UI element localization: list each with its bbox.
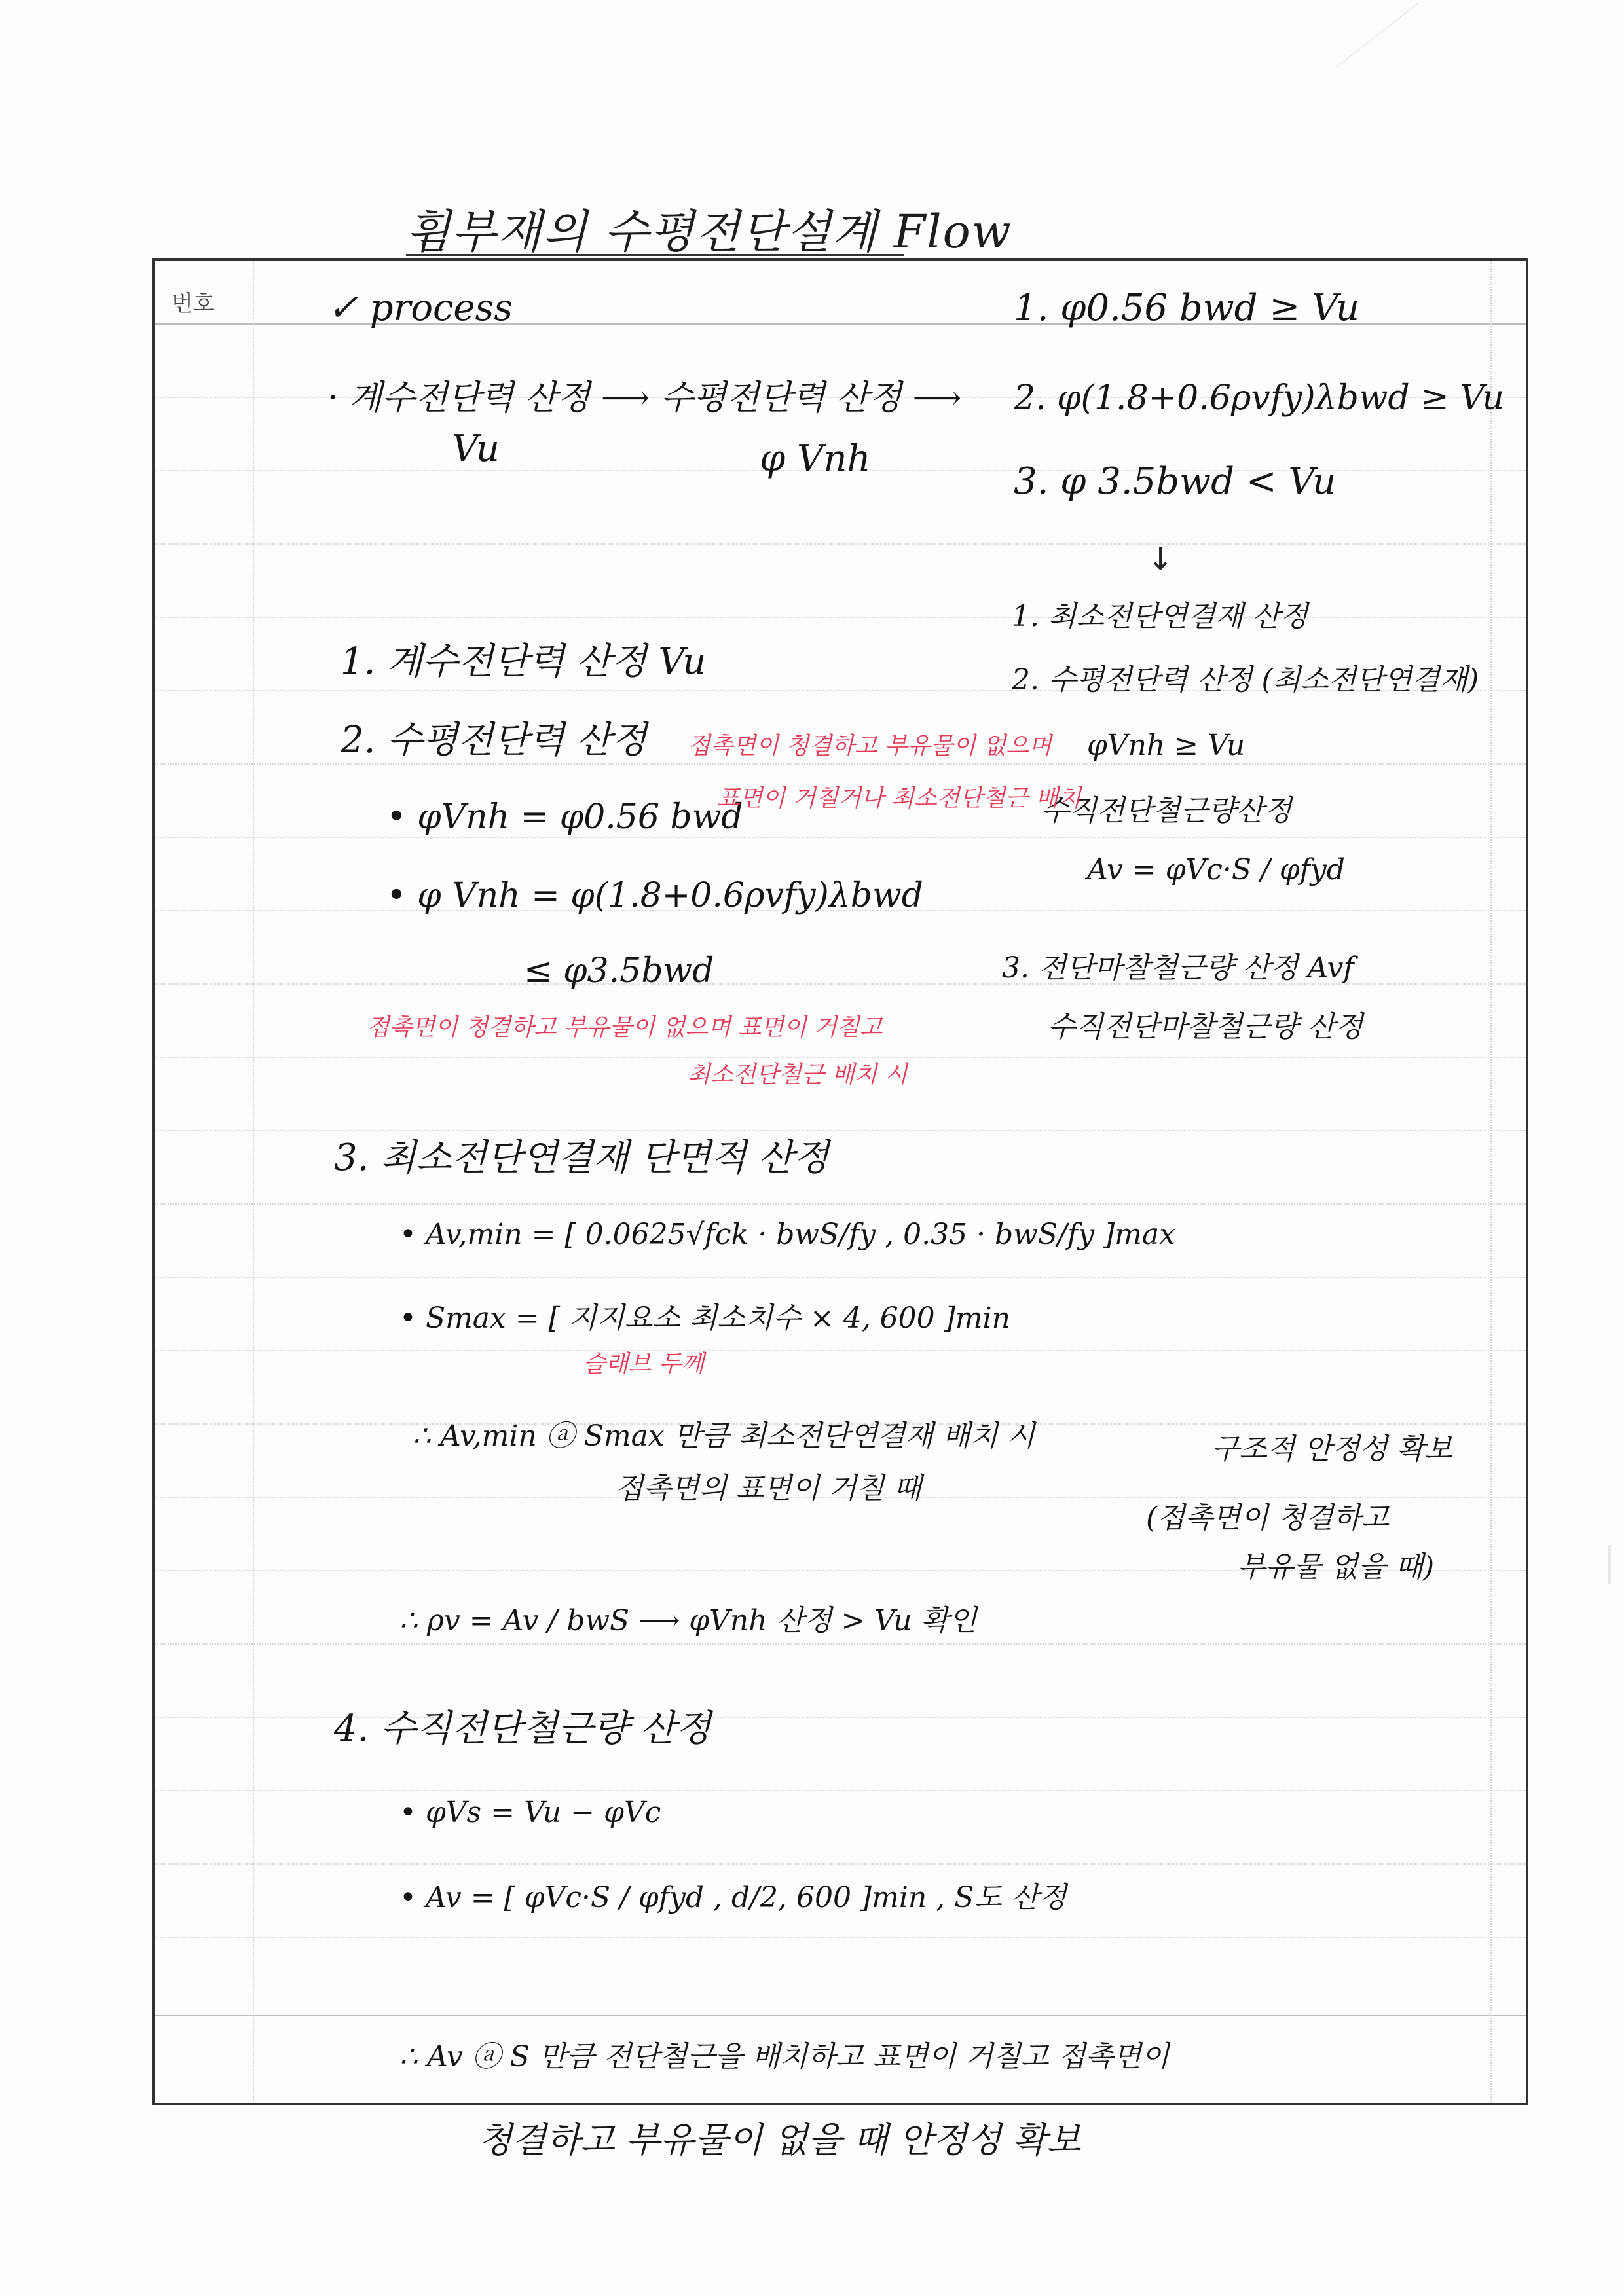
right-step-3: 3. 전단마찰철근량 산정 Avf (1002, 951, 1354, 985)
right-step-1: 1. 최소전단연결재 산정 (1012, 600, 1308, 633)
step-2-c: ≤ φ3.5bwd (524, 951, 714, 991)
scan-edge-mark (1608, 1545, 1611, 1584)
step-3-debris-note: 부유물 없을 때) (1238, 1550, 1435, 1584)
step-2-b: • φ Vnh = φ(1.8+0.6ρvfy)λbwd (386, 876, 923, 915)
final-conclusion: ∴ Av ⓐ S 만큼 전단철근을 배치하고 표면이 거칠고 접촉면이 (399, 2040, 1170, 2073)
right-phivnh: φVnh ≥ Vu (1087, 729, 1246, 762)
ruled-line (155, 837, 1526, 838)
right-av-equation: Av = φVc·S / φfyd (1087, 853, 1345, 886)
ruled-line (155, 543, 1526, 545)
note-3: 접촉면이 청결하고 부유물이 없으며 표면이 거칠고 (367, 1014, 883, 1041)
step-3-clean-note: (접촉면이 청결하고 (1146, 1501, 1390, 1535)
right-step-3b: 수직전단마찰철근량 산정 (1048, 1010, 1363, 1044)
step-3-smax: • Smax = [ 지지요소 최소치수 × 4, 600 ]min (399, 1302, 1010, 1335)
ruled-line (155, 1203, 1526, 1205)
step-3-av-min: • Av,min = [ 0.0625√fck · bwS/fy , 0.35 · bwS/fy ]max (399, 1218, 1175, 1251)
process-heading: ✓ process (327, 287, 513, 329)
note-sheet (152, 258, 1528, 2105)
condition-3: 3. φ 3.5bwd < Vu (1014, 460, 1337, 503)
flow-phivnh: φ Vnh (760, 437, 871, 480)
step-3-conclusion: ∴ Av,min ⓐ Smax 만큼 최소전단연결재 배치 시 (413, 1419, 1035, 1453)
ruled-line (155, 617, 1526, 618)
step-3: 3. 최소전단연결재 단면적 산정 (334, 1137, 829, 1179)
right-margin-line (1490, 261, 1492, 2103)
number-column-divider (253, 261, 254, 2103)
final-conclusion-continued: 청결하고 부유물이 없을 때 안정성 확보 (478, 2119, 1081, 2160)
step-2: 2. 수평전단력 산정 (341, 719, 647, 761)
number-column-label: 번호 (172, 291, 215, 317)
step-4: 4. 수직전단철근량 산정 (334, 1707, 711, 1750)
step-4-phivs: • φVs = Vu − φVc (399, 1796, 661, 1829)
step-4-av: • Av = [ φVc·S / φfyd , d/2, 600 ]min , S도 산정 (399, 1881, 1067, 1914)
ruled-line (155, 1790, 1526, 1791)
right-step-2: 2. 수평전단력 산정 (최소전단연결재) (1012, 663, 1479, 697)
ruled-line (155, 763, 1526, 765)
step-1: 1. 계수전단력 산정 Vu (341, 640, 707, 683)
step-3-rough-surface: 접촉면의 표면이 거칠 때 (616, 1472, 921, 1505)
flow-vu: Vu (452, 428, 500, 470)
note-1: 접촉면이 청결하고 부유물이 없으며 (688, 733, 1052, 759)
page-title: 휨부재의 수평전단설계 Flow (406, 205, 1012, 259)
ruled-line (155, 1130, 1526, 1131)
scan-artifact (1335, 3, 1467, 130)
note-4: 최소전단철근 배치 시 (688, 1061, 908, 1088)
ruled-line (155, 1937, 1526, 1938)
condition-2: 2. φ(1.8+0.6ρvfy)λbwd ≥ Vu (1014, 378, 1505, 418)
ruled-line (155, 1863, 1526, 1865)
flow-line: · 계수전단력 산정 ⟶ 수평전단력 산정 ⟶ (327, 378, 962, 418)
note-2: 표면이 거칠거나 최소전단철근 배치 (717, 785, 1081, 812)
down-arrow-icon: ↓ (1147, 541, 1174, 577)
bottom-rule (155, 2015, 1526, 2016)
right-vertical-rebar: 수직전단철근량산정 (1041, 794, 1292, 828)
ruled-line (155, 1277, 1526, 1278)
ruled-line (155, 1350, 1526, 1351)
ruled-line (155, 1643, 1526, 1645)
note-5: 슬래브 두께 (583, 1351, 705, 1377)
step-3-rho: ∴ ρv = Av / bwS ⟶ φVnh 산정 > Vu 확인 (399, 1604, 977, 1637)
title-underline (406, 254, 904, 256)
step-3-stability: 구조적 안정성 확보 (1211, 1432, 1453, 1466)
ruled-line (155, 1057, 1526, 1058)
condition-1: 1. φ0.56 bwd ≥ Vu (1014, 287, 1360, 329)
step-2-a: • φVnh = φ0.56 bwd (386, 797, 743, 837)
